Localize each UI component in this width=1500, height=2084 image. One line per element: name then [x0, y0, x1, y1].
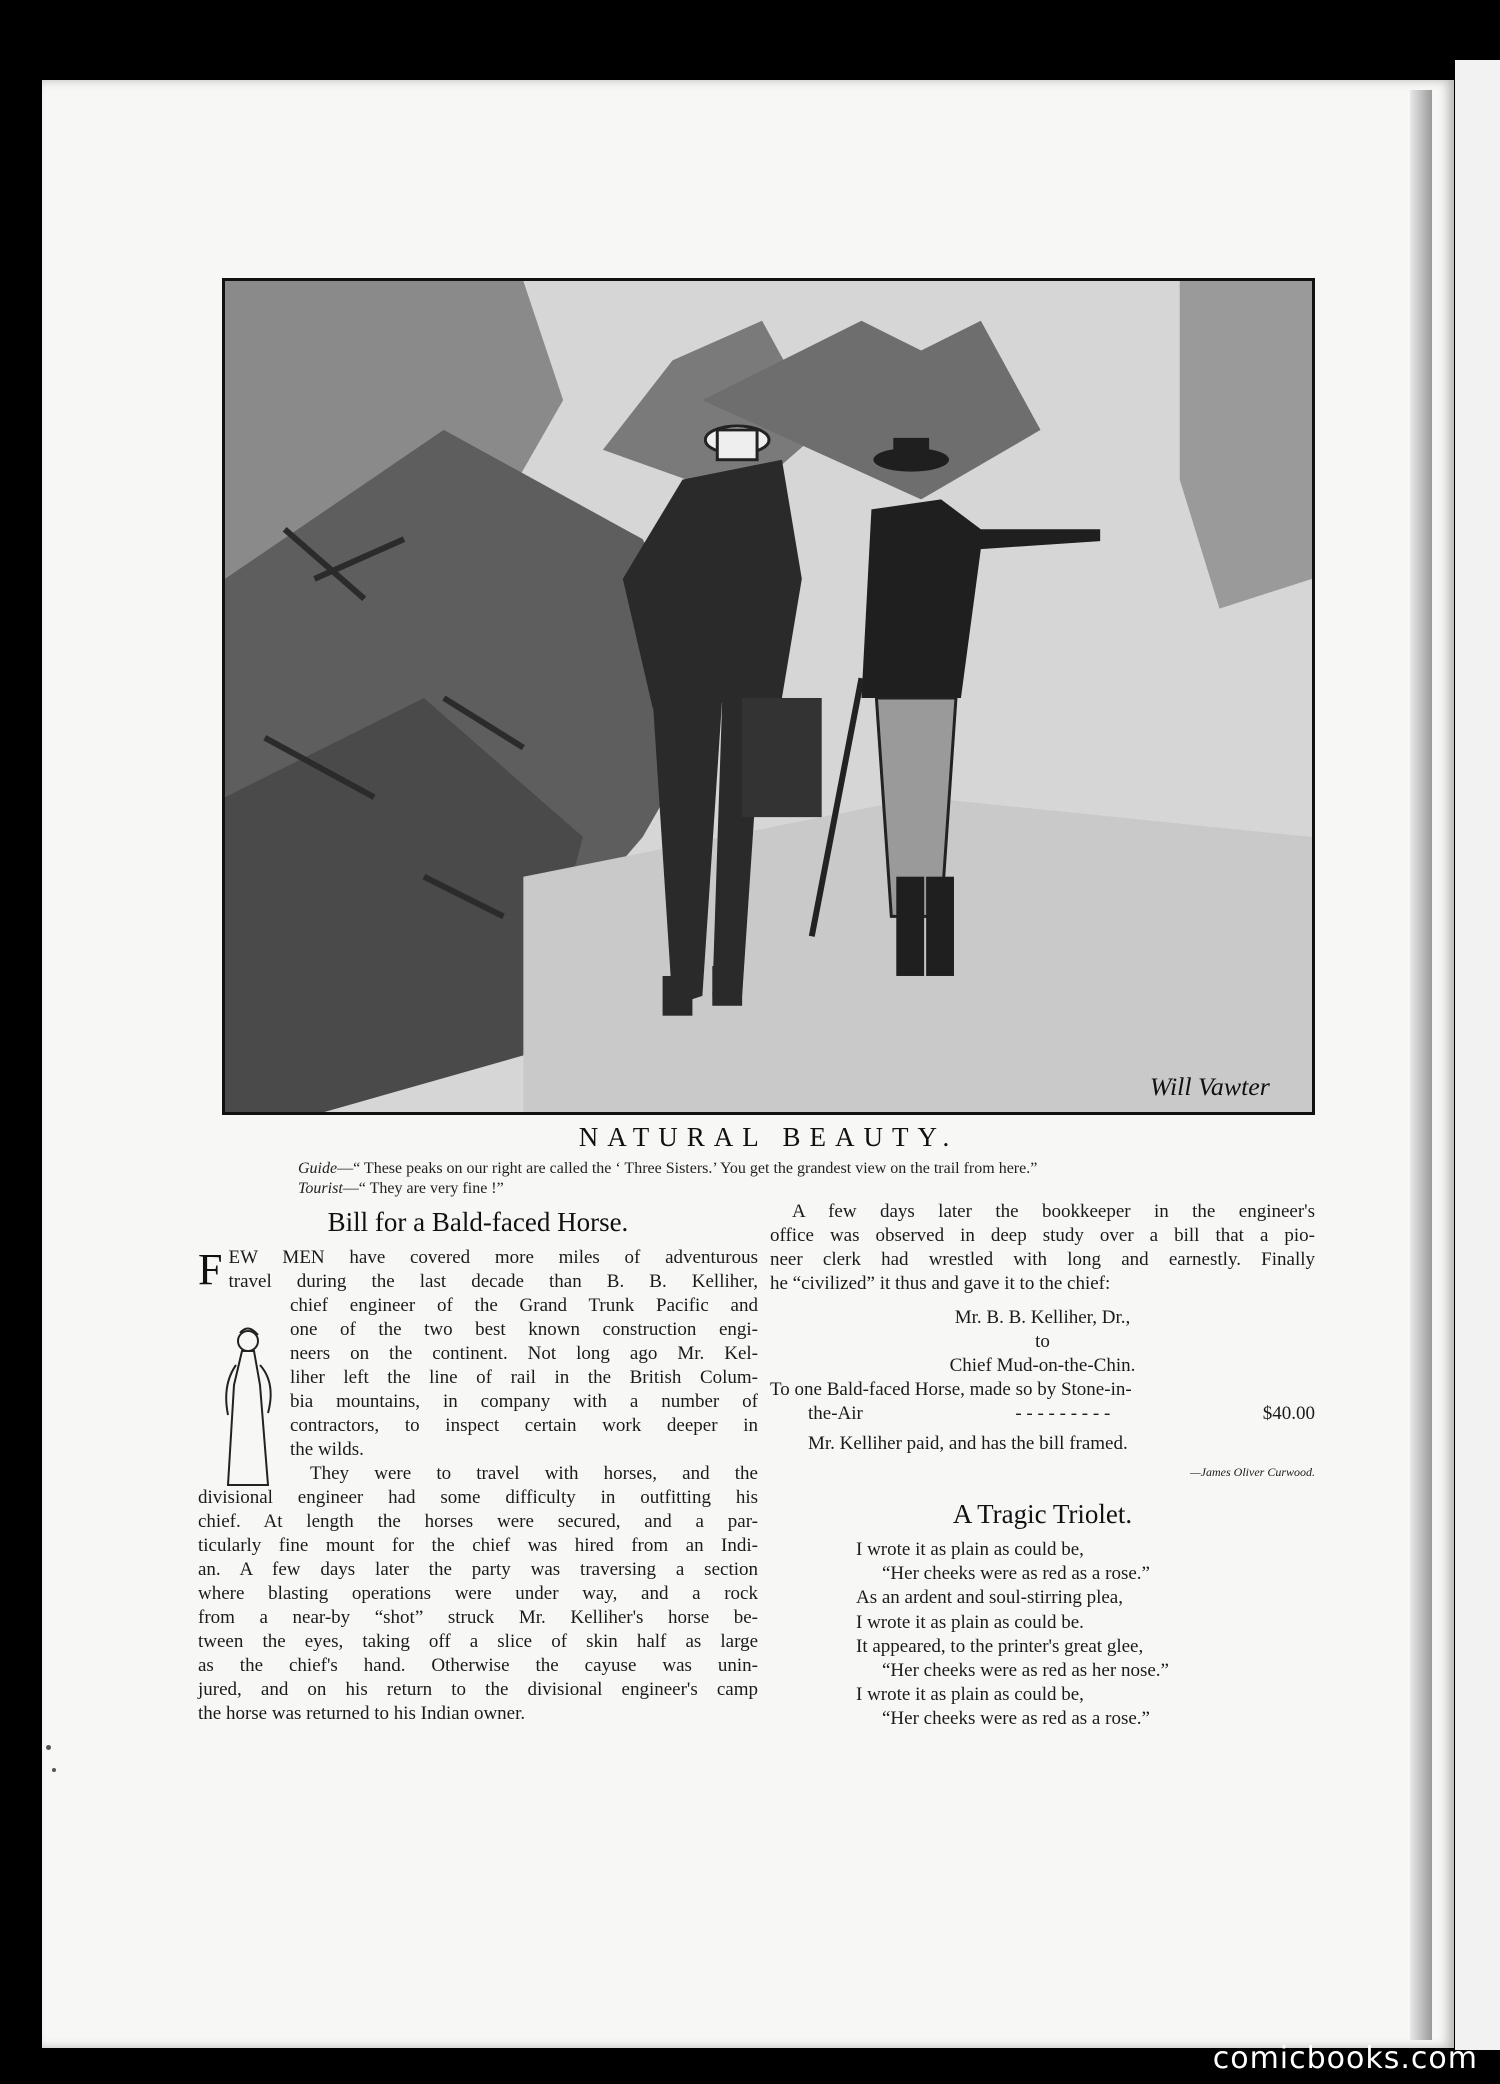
body-line: travel during the last decade than B. B. Kelliher,	[228, 1271, 758, 1292]
bill-item-cont: the-Air	[808, 1403, 863, 1424]
poem-line: “Her cheeks were as red as a rose.”	[882, 1708, 1150, 1730]
bill-addressee: Mr. B. B. Kelliher, Dr.,	[954, 1307, 1131, 1328]
poem-line: I wrote it as plain as could be.	[856, 1611, 1084, 1633]
poem-line: It appeared, to the printer's great glee,	[856, 1635, 1144, 1657]
caption-guide-text: —“ These peaks on our right are called the ‘ Three Sisters.’ You get the grandest view on the trail from here.”	[337, 1160, 1038, 1177]
caption-tourist-line	[298, 1180, 504, 1198]
poem-line: “Her cheeks were as red as a rose.”	[882, 1563, 1150, 1585]
bill-amount: $40.00	[1262, 1403, 1315, 1424]
article-title: Bill for a Bald-faced Horse.	[327, 1207, 629, 1237]
caption-tourist-text: —“ They are very fine !”	[342, 1180, 504, 1197]
body-line: ticularly fine mount for the chief was hired from an Indi-	[198, 1535, 758, 1556]
decorative-woman-figure	[218, 1325, 282, 1495]
poem-title: A Tragic Triolet.	[952, 1499, 1133, 1529]
body-line: he “civilized” it thus and gave it to the chief:	[770, 1273, 1111, 1294]
bill-line	[770, 1402, 1315, 1426]
body-line: A few days later the bookkeeper in the engineer's	[792, 1201, 1315, 1222]
body-line: divisional engineer had some difficulty in outfitting his	[198, 1487, 758, 1508]
body-line: one of the two best known construction engi-	[290, 1319, 758, 1340]
adjacent-page-edge	[1455, 60, 1500, 2050]
body-line: neers on the continent. Not long ago Mr. Kel-	[290, 1343, 758, 1364]
page-speck	[46, 1745, 51, 1750]
bill-closing: Mr. Kelliher paid, and has the bill framed.	[808, 1433, 1128, 1454]
body-line: bia mountains, in company with a number of	[290, 1391, 758, 1412]
poem-line: As an ardent and soul-stirring plea,	[856, 1587, 1123, 1609]
bill-item: To one Bald-faced Horse, made so by Stone-in-	[770, 1379, 1132, 1400]
poem-line: I wrote it as plain as could be,	[856, 1539, 1084, 1560]
body-line: office was observed in deep study over a bill that a pio-	[770, 1225, 1315, 1246]
body-line: tween the eyes, taking off a slice of skin half as large	[198, 1631, 758, 1652]
illustration-caption-title: NATURAL BEAUTY.	[578, 1122, 959, 1152]
body-line: They were to travel with horses, and the	[310, 1463, 758, 1484]
body-line: liher left the line of rail in the British Colum-	[290, 1367, 758, 1388]
body-line: chief engineer of the Grand Trunk Pacific and	[290, 1295, 758, 1316]
body-line: the horse was returned to his Indian owner.	[198, 1703, 526, 1724]
poem-line: I wrote it as plain as could be,	[856, 1684, 1084, 1706]
caption-guide-speaker: Guide	[298, 1160, 338, 1177]
article-bald-faced-horse	[198, 1207, 758, 1726]
body-line: as the chief's hand. Otherwise the cayuse was unin-	[198, 1655, 758, 1676]
body-line: contractors, to inspect certain work deeper in	[290, 1415, 758, 1436]
body-line: EW MEN have covered more miles of adventurous	[228, 1247, 758, 1268]
body-line: an. A few days later the party was traversing a section	[198, 1559, 758, 1580]
page-speck	[52, 1768, 56, 1772]
artist-signature: Will Vawter	[1149, 1072, 1270, 1102]
site-watermark: comicbooks.com	[1212, 2041, 1478, 2076]
body-line: chief. At length the horses were secured, and a par-	[198, 1511, 758, 1532]
caption-tourist-speaker: Tourist	[298, 1180, 343, 1197]
bill-dots: - - - - - - - - -	[1015, 1403, 1111, 1424]
body-line: from a near-by “shot” struck Mr. Kelliher's horse be-	[198, 1607, 758, 1628]
body-line: jured, and on his return to the divisional engineer's camp	[198, 1679, 758, 1700]
body-line: the wilds.	[290, 1439, 364, 1460]
body-line: where blasting operations were under way, and a rock	[198, 1583, 758, 1604]
article-continuation	[770, 1200, 1315, 1732]
triolet-poem	[856, 1538, 1315, 1732]
bill-from: Chief Mud-on-the-Chin.	[949, 1355, 1136, 1376]
poem-line: “Her cheeks were as red as her nose.”	[882, 1660, 1169, 1682]
natural-beauty-illustration	[222, 278, 1315, 1115]
body-line: neer clerk had wrestled with long and earnestly. Finally	[770, 1249, 1315, 1270]
author-credit: —James Oliver Curwood.	[1190, 1465, 1315, 1479]
drop-cap: F	[198, 1245, 223, 1294]
page-spine-shadow	[1410, 90, 1432, 2040]
caption-guide-line	[298, 1160, 1037, 1178]
bill-to-word: to	[1035, 1331, 1050, 1352]
